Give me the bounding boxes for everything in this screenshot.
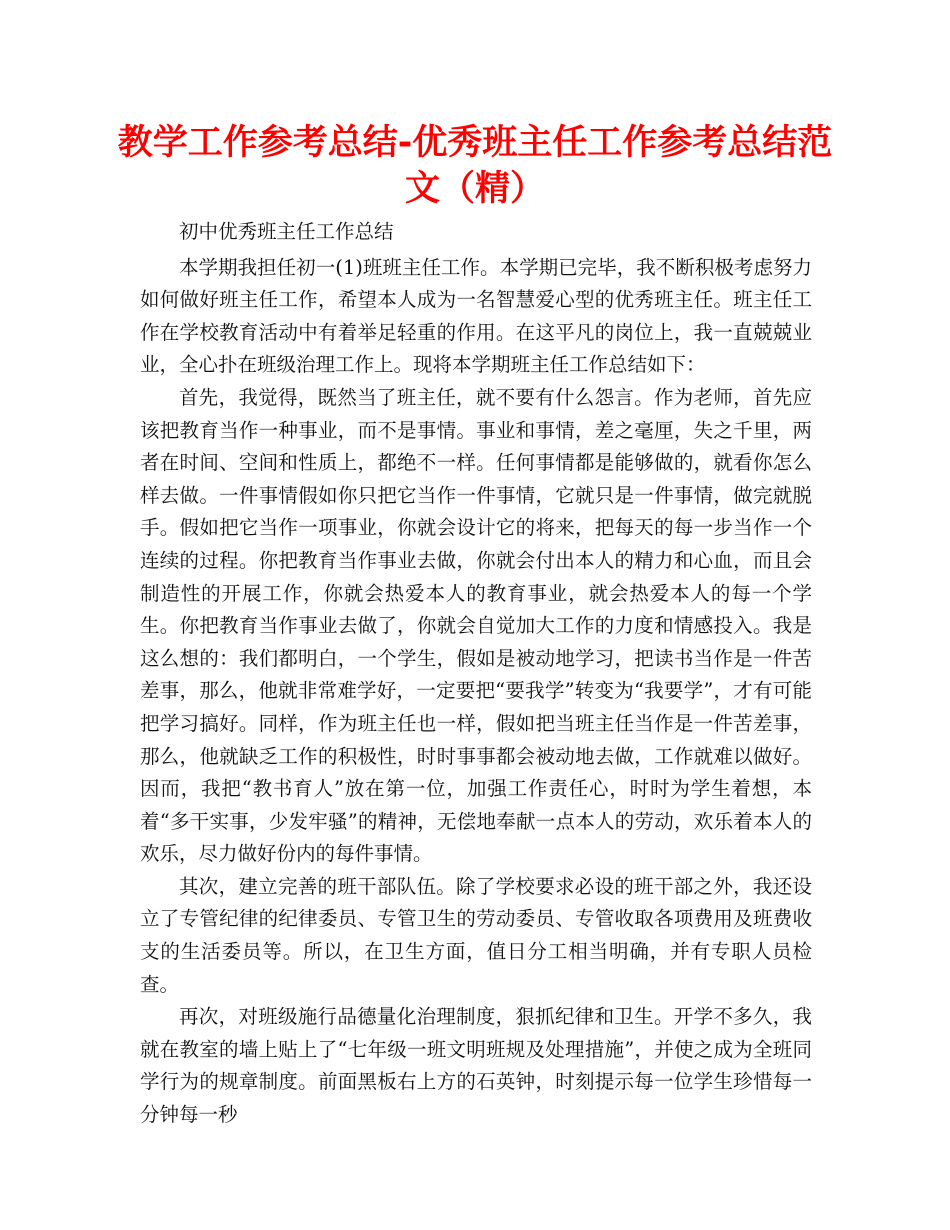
- paragraph-third: 再次，对班级施行品德量化治理制度，狠抓纪律和卫生。开学不多久，我就在教室的墙上贴上了“七年级一班文明班规及处理措施”，并使之成为全班同学行为的规章制度。前面黑板右上方的石英钟，时刻提示每一位学生珍惜每一分钟每一秒: [140, 1005, 812, 1127]
- document-subtitle: 初中优秀班主任工作总结: [179, 220, 394, 243]
- paragraph-second: 其次，建立完善的班干部队伍。除了学校要求必设的班干部之外，我还设立了专管纪律的纪律委员、专管卫生的劳动委员、专管收取各项费用及班费收支的生活委员等。所以，在卫生方面，值日分工相当明确，并有专职人员检查。: [140, 874, 812, 996]
- paragraph-intro: 本学期我担任初一(1)班班主任工作。本学期已完毕，我不断积极考虑努力如何做好班主任工作，希望本人成为一名智慧爱心型的优秀班主任。班主任工作在学校教育活动中有着举足轻重的作用。在这平凡的岗位上，我一直兢兢业业，全心扑在班级治理工作上。现将本学期班主任工作总结如下：: [140, 255, 812, 377]
- document-title: 教学工作参考总结-优秀班主任工作参考总结范文（精）: [117, 123, 833, 209]
- paragraph-first: 首先，我觉得，既然当了班主任，就不要有什么怨言。作为老师，首先应该把教育当作一种事业，而不是事情。事业和事情，差之毫厘，失之千里，两者在时间、空间和性质上，都绝不一样。任何事情都是能够做的，就看你怎么样去做。一件事情假如你只把它当作一件事情，它就只是一件事情，做完就脱手。假如把它当作一项事业，你就会设计它的将来，把每天的每一步当作一个连续的过程。你把教育当作事业去做，你就会付出本人的精力和心血，而且会制造性的开展工作，你就会热爱本人的教育事业，就会热爱本人的每一个学生。你把教育当作事业去做了，你就会自觉加大工作的力度和情感投入。我是这么想的：我们都明白，一个学生，假如是被动地学习，把读书当作是一件苦差事，那么，他就非常难学好，一定要把“要我学”转变为“我要学”，才有可能把学习搞好。同样，作为班主任也一样，假如把当班主任当作是一件苦差事，那么，他就缺乏工作的积极性，时时事事都会被动地去做，工作就难以做好。因而，我把“教书育人”放在第一位，加强工作责任心，时时为学生着想，本着“多干实事，少发牢骚”的精神，无偿地奉献一点本人的劳动，欢乐着本人的欢乐，尽力做好份内的每件事情。: [140, 385, 812, 866]
- document-body: [140, 216, 812, 1132]
